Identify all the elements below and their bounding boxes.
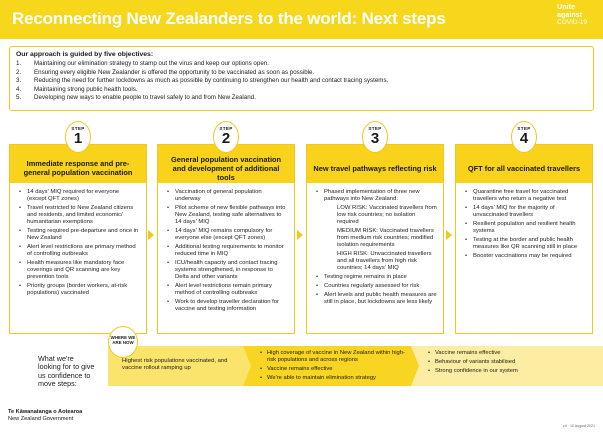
band-segment-1: Highest risk populations vaccinated, and vaccine rollout ramping up	[108, 346, 243, 386]
list-item: • Testing regime remains in place	[315, 274, 437, 281]
step-1-badge: STEP 1	[65, 121, 91, 153]
unite-against-covid-logo: Unite against COVID-19	[557, 2, 587, 26]
step-1-column	[9, 144, 147, 334]
list-item: • Testing required pre-departure and once in New Zealand	[18, 228, 140, 242]
document-date: v.ii · 10 August 2021	[562, 424, 595, 428]
objective-item: 1. Maintaining our elimination strategy to stamp out the virus and keep our options open.	[16, 60, 269, 67]
objective-item: 3. Reducing the need for further lockdowns as much as possible by continuing to strengthen our health and contact tracing systems.	[16, 77, 389, 85]
next-arrow-icon	[148, 230, 154, 240]
list-item: • Alert levels and public health measures are still in place, but lockdowns are less likely	[315, 292, 437, 306]
list-item: • Countries regularly assessed for risk	[315, 283, 437, 290]
step-3-title: New travel pathways reflecting risk	[307, 145, 443, 183]
step-4-column	[455, 144, 593, 334]
list-item: • High coverage of vaccine in New Zealand within high-risk populations and across regions	[259, 350, 411, 364]
list-item: • Additional testing requirements to monitor reduced time in MIQ	[166, 244, 288, 258]
band-arrow-icon	[243, 346, 251, 386]
list-item: • Vaccine remains effective	[259, 366, 411, 373]
list-sub-item: MEDIUM RISK: Vaccinated travellers from medium risk countries; modified isolation requirements	[337, 227, 434, 248]
list-item: • Vaccine remains effective	[427, 350, 518, 357]
step-2-title: General population vaccination and development of additional tools	[158, 145, 294, 183]
list-item: • 14 days' MIQ for the majority of unvaccinated travellers	[464, 205, 586, 219]
step-1-list	[10, 189, 146, 299]
list-sub-item: HIGH RISK: Unvaccinated travellers and all travellers from high risk countries; 14 days' MIQ	[337, 250, 432, 271]
list-item: • Booster vaccinations may be required	[464, 253, 586, 260]
confidence-criteria-label: What we're looking for to give us confidence to move steps:	[38, 354, 95, 389]
list-sub-item: LOW RISK: Vaccinated travellers from low risk countries; no isolation required	[337, 205, 437, 225]
band-segment-2	[243, 346, 411, 386]
list-item: • 14 days' MIQ remains compulsory for everyone else (except QFT zones)	[166, 228, 288, 242]
header-banner	[0, 0, 603, 39]
next-arrow-icon	[446, 230, 452, 240]
band-segment-3	[411, 346, 603, 386]
list-item: • Strong confidence in our system	[427, 368, 518, 375]
list-item: • ICU/health capacity and contact tracing systems strengthened, in response to Delta and other variants	[166, 260, 288, 281]
list-item: • Behaviour of variants stabilised	[427, 359, 518, 366]
list-item: • Alert level restrictions remain primary method of controlling outbreaks	[166, 283, 288, 297]
list-item: • Priority groups (border workers, at-risk populations) vaccinated	[18, 283, 140, 297]
list-item: • Pilot scheme of new flexible pathways into New Zealand, testing safe alternatives to 14 days' MIQ	[166, 205, 288, 226]
step-4-title: QFT for all vaccinated travellers	[456, 145, 592, 183]
objective-item: 4. Maintaining strong public health tools.	[16, 85, 138, 93]
list-item: • Quarantine free travel for vaccinated travellers who return a negative test	[464, 189, 586, 203]
step-3-badge: STEP 3	[362, 121, 388, 153]
step-4-list	[456, 189, 592, 262]
list-item: • 14 days' MIQ required for everyone (except QFT zones)	[18, 189, 140, 203]
next-arrow-icon	[297, 230, 303, 240]
step-2-column	[157, 144, 295, 334]
list-item: • Travel restricted to New Zealand citizens and residents, and limited economic/ humanitarian exemptions	[18, 205, 140, 226]
band-arrow-icon	[411, 346, 419, 386]
list-item: • Resilient population and resilient health systems	[464, 221, 586, 235]
list-item: • Phased implementation of three new pathways into New Zealand:	[315, 189, 437, 203]
list-item: • We're able to maintain elimination strategy	[259, 375, 411, 382]
objective-item: 2. Ensuring every eligible New Zealander is offered the opportunity to be vaccinated as soon as possible.	[16, 68, 315, 76]
step-3-column	[306, 144, 444, 334]
where-we-are-now-badge: WHERE WE ARE NOW	[108, 326, 138, 358]
list-item: • Work to develop traveller declaration for vaccine and testing information	[166, 299, 288, 313]
page-title: Reconnecting New Zealanders to the world: Next steps	[12, 9, 446, 28]
confidence-band	[108, 346, 603, 386]
step-3-list	[307, 189, 443, 308]
objectives-box	[9, 46, 594, 111]
list-item: • Testing at the border and public health measures like QR scanning still in place	[464, 237, 586, 251]
list-item: • Health measures like mandatory face coverings and QR scanning are key prevention tools	[18, 260, 140, 281]
list-item: • Alert level restrictions are primary method of controlling outbreaks	[18, 244, 140, 258]
objectives-title: Our approach is guided by five objectives:	[16, 51, 154, 58]
list-item: • Vaccination of general population underway	[166, 189, 288, 203]
objective-item: 5. Developing new ways to enable people to travel safely to and from New Zealand.	[16, 94, 256, 102]
step-2-list	[158, 189, 294, 315]
government-logo: Te Kāwanatanga o Aotearoa New Zealand Government	[8, 409, 83, 422]
step-2-badge: STEP 2	[213, 121, 239, 153]
step-1-title: Immediate response and pre-general population vaccination	[10, 145, 146, 183]
objectives-list	[16, 60, 587, 103]
step-4-badge: STEP 4	[511, 121, 537, 153]
